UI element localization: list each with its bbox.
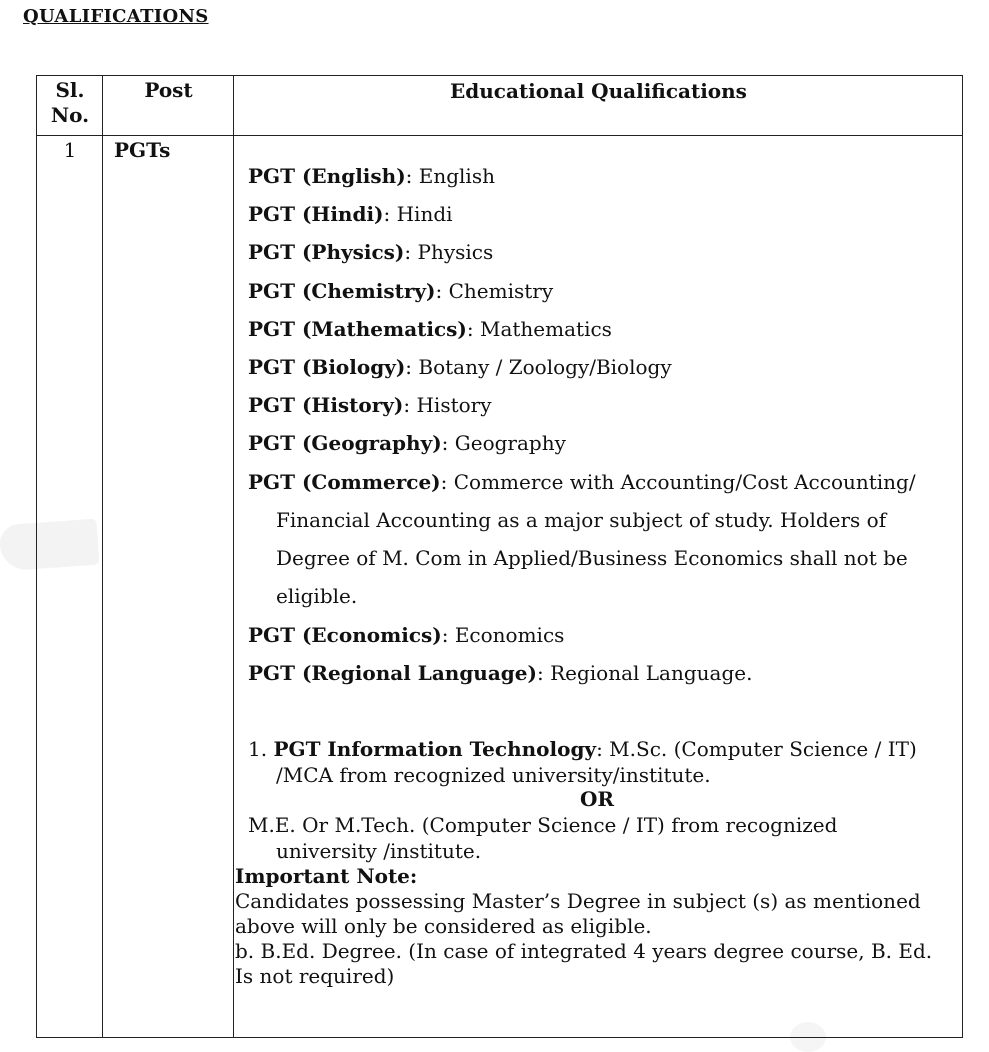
list-item (248, 164, 495, 188)
header-sl-no: Sl. No. (50, 78, 90, 127)
list-item (248, 240, 493, 264)
list-item (248, 393, 492, 417)
item-text: : Mathematics (466, 316, 612, 341)
item-label: PGT (History) (248, 393, 404, 418)
it-continuation: /MCA from recognized university/institute. (276, 763, 711, 787)
list-item (248, 623, 564, 647)
item-label: PGT (Mathematics) (248, 316, 467, 341)
item-label: PGT (Commerce) (248, 469, 441, 494)
it-qualification (248, 737, 917, 761)
column-divider (102, 75, 103, 1038)
row-post: PGTs (114, 138, 171, 162)
commerce-continuation: Degree of M. Com in Applied/Business Economics shall not be (276, 546, 908, 570)
item-text: : Physics (404, 240, 494, 265)
page-title: QUALIFICATIONS (23, 6, 209, 27)
note-line: above will only be considered as eligible. (235, 914, 652, 938)
it-alternative: M.E. Or M.Tech. (Computer Science / IT) from recognized (248, 813, 838, 837)
item-text: : Regional Language. (536, 661, 753, 685)
list-item (248, 202, 453, 226)
item-label: PGT (Geography) (248, 431, 442, 456)
note-line: b. B.Ed. Degree. (In case of integrated 4 years degree course, B. Ed. (235, 939, 933, 963)
item-text: : English (405, 164, 495, 188)
item-label: PGT (Regional Language) (248, 661, 537, 685)
item-text: : History (403, 393, 492, 418)
item-text: : Botany / Zoology/Biology (405, 355, 672, 379)
list-item (248, 317, 612, 341)
item-label: PGT (Physics) (248, 240, 405, 265)
note-title: Important Note: (235, 864, 418, 888)
list-item (248, 431, 566, 455)
list-item (248, 279, 553, 303)
item-text: : Geography (441, 431, 566, 456)
or-separator: OR (580, 787, 615, 811)
note-line: Candidates possessing Master’s Degree in subject (s) as mentioned (235, 889, 921, 913)
it-label: PGT Information Technology (273, 737, 597, 761)
item-label: PGT (Chemistry) (248, 278, 436, 303)
list-item (248, 661, 752, 685)
item-text: : Commerce with Accounting/Cost Accounting/ (440, 469, 916, 494)
item-text: : Economics (441, 623, 565, 647)
item-label: PGT (Economics) (248, 623, 442, 647)
list-item (248, 355, 672, 379)
column-divider (233, 75, 234, 1038)
note-line: Is not required) (235, 964, 395, 988)
commerce-continuation: Financial Accounting as a major subject of study. Holders of (276, 508, 887, 532)
item-label: PGT (English) (248, 164, 406, 188)
item-text: : Chemistry (435, 278, 554, 303)
list-item (248, 470, 916, 494)
it-number: 1. (248, 737, 268, 761)
commerce-continuation: eligible. (276, 584, 358, 608)
it-text: : M.Sc. (Computer Science / IT) (596, 737, 917, 761)
row-serial: 1 (63, 138, 77, 162)
header-divider (36, 135, 963, 136)
header-post: Post (144, 78, 193, 102)
item-label: PGT (Biology) (248, 355, 406, 379)
item-label: PGT (Hindi) (248, 202, 384, 227)
header-qualifications: Educational Qualifications (450, 79, 747, 103)
it-alternative: university /institute. (276, 839, 482, 863)
item-text: : Hindi (383, 202, 453, 227)
